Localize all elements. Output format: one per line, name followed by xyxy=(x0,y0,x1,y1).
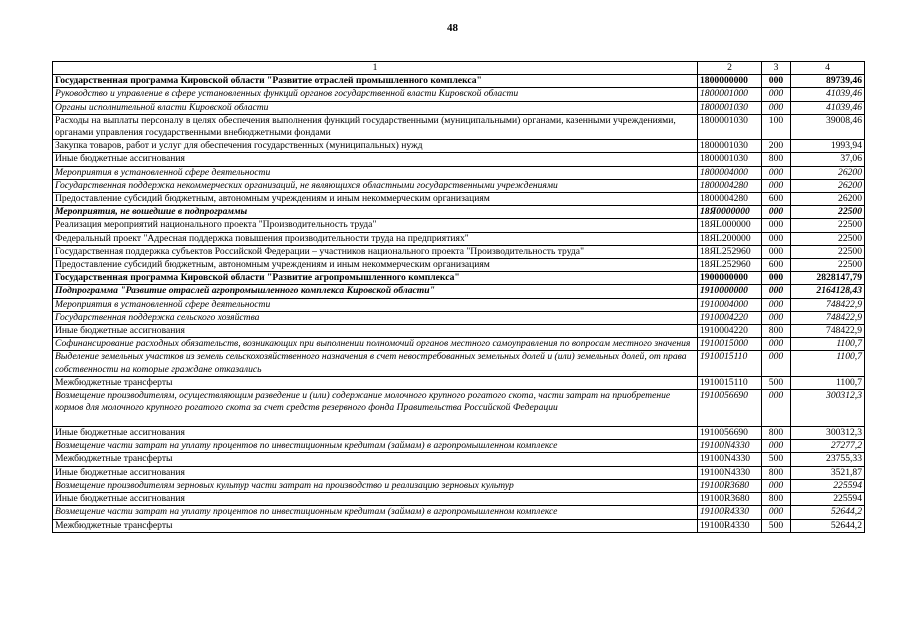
table-row xyxy=(53,376,865,389)
table-row xyxy=(53,232,865,245)
row-description: Возмещение производителям зерновых культур части затрат на производство и реализацию зерновых культур xyxy=(53,479,698,492)
row-expense-type: 000 xyxy=(762,285,791,298)
row-amount: 41039,46 xyxy=(791,88,865,101)
table-row xyxy=(53,179,865,192)
budget-table xyxy=(52,61,865,533)
row-amount: 26200 xyxy=(791,179,865,192)
row-description: Иные бюджетные ассигнования xyxy=(53,153,698,166)
table-row xyxy=(53,114,865,139)
table-row xyxy=(53,519,865,532)
row-expense-type: 000 xyxy=(762,245,791,258)
row-expense-type: 800 xyxy=(762,427,791,440)
row-code: 19100R3680 xyxy=(698,479,762,492)
row-expense-type: 000 xyxy=(762,232,791,245)
table-row xyxy=(53,245,865,258)
row-description: Иные бюджетные ассигнования xyxy=(53,427,698,440)
row-expense-type: 000 xyxy=(762,479,791,492)
row-expense-type: 000 xyxy=(762,101,791,114)
row-code: 1800001030 xyxy=(698,140,762,153)
row-amount: 26200 xyxy=(791,193,865,206)
table-row xyxy=(53,272,865,285)
row-expense-type: 000 xyxy=(762,75,791,88)
table-row xyxy=(53,193,865,206)
table-row xyxy=(53,101,865,114)
table-row xyxy=(53,390,865,427)
row-expense-type: 000 xyxy=(762,506,791,519)
row-amount: 52644,2 xyxy=(791,519,865,532)
row-amount: 39008,46 xyxy=(791,114,865,139)
row-expense-type: 500 xyxy=(762,376,791,389)
row-code: 18ЯL252960 xyxy=(698,259,762,272)
row-code: 1910004000 xyxy=(698,298,762,311)
row-expense-type: 000 xyxy=(762,166,791,179)
row-expense-type: 600 xyxy=(762,193,791,206)
row-amount: 2828147,79 xyxy=(791,272,865,285)
row-amount: 22500 xyxy=(791,245,865,258)
row-amount: 89739,46 xyxy=(791,75,865,88)
table-row xyxy=(53,325,865,338)
row-expense-type: 100 xyxy=(762,114,791,139)
header-col-3: 3 xyxy=(762,62,791,75)
row-description: Возмещение части затрат на уплату процентов по инвестиционным кредитам (займам) в агропромышленном комплексе xyxy=(53,440,698,453)
table-row xyxy=(53,453,865,466)
table-row xyxy=(53,479,865,492)
row-description: Иные бюджетные ассигнования xyxy=(53,466,698,479)
row-code: 1910015110 xyxy=(698,351,762,376)
row-expense-type: 000 xyxy=(762,206,791,219)
row-amount: 2164128,43 xyxy=(791,285,865,298)
row-code: 1800001000 xyxy=(698,88,762,101)
row-amount: 300312,3 xyxy=(791,427,865,440)
header-col-4: 4 xyxy=(791,62,865,75)
table-header-row xyxy=(53,62,865,75)
row-amount: 748422,9 xyxy=(791,298,865,311)
row-expense-type: 000 xyxy=(762,219,791,232)
row-code: 1900000000 xyxy=(698,272,762,285)
row-code: 1800001030 xyxy=(698,101,762,114)
row-expense-type: 500 xyxy=(762,519,791,532)
row-description: Софинансирование расходных обязательств, возникающих при выполнении полномочий органов местного самоуправления по вопросам местного значения xyxy=(53,338,698,351)
row-description: Государственная поддержка субъектов Российской Федерации – участников национального проекта "Производительность труда" xyxy=(53,245,698,258)
row-description: Реализация мероприятий национального проекта "Производительность труда" xyxy=(53,219,698,232)
row-amount: 1100,7 xyxy=(791,376,865,389)
row-code: 18Я0000000 xyxy=(698,206,762,219)
row-description: Межбюджетные трансферты xyxy=(53,453,698,466)
row-code: 19100R4330 xyxy=(698,506,762,519)
row-description: Закупка товаров, работ и услуг для обеспечения государственных (муниципальных) нужд xyxy=(53,140,698,153)
row-code: 19100N4330 xyxy=(698,440,762,453)
table-row xyxy=(53,338,865,351)
row-amount: 1993,94 xyxy=(791,140,865,153)
row-code: 1910056690 xyxy=(698,427,762,440)
row-description: Федеральный проект "Адресная поддержка повышения производительности труда на предприятиях" xyxy=(53,232,698,245)
row-expense-type: 800 xyxy=(762,493,791,506)
row-expense-type: 000 xyxy=(762,88,791,101)
row-expense-type: 000 xyxy=(762,311,791,324)
row-code: 1800000000 xyxy=(698,75,762,88)
table-row xyxy=(53,153,865,166)
row-code: 1910004220 xyxy=(698,311,762,324)
row-description: Мероприятия в установленной сфере деятельности xyxy=(53,166,698,179)
row-amount: 225594 xyxy=(791,493,865,506)
row-description: Предоставление субсидий бюджетным, автономным учреждениям и иным некоммерческим организациям xyxy=(53,259,698,272)
table-row xyxy=(53,166,865,179)
table-row xyxy=(53,298,865,311)
table-row xyxy=(53,493,865,506)
row-amount: 26200 xyxy=(791,166,865,179)
row-code: 1800004280 xyxy=(698,193,762,206)
row-description: Межбюджетные трансферты xyxy=(53,376,698,389)
row-expense-type: 000 xyxy=(762,390,791,427)
row-code: 18ЯL252960 xyxy=(698,245,762,258)
row-amount: 1100,7 xyxy=(791,351,865,376)
row-amount: 22500 xyxy=(791,219,865,232)
row-expense-type: 800 xyxy=(762,466,791,479)
row-description: Расходы на выплаты персоналу в целях обеспечения выполнения функций государственными (муниципальными) органами, казенными учреждениями, органами управления государственными внебюджетными фондами xyxy=(53,114,698,139)
row-amount: 225594 xyxy=(791,479,865,492)
row-code: 19100N4330 xyxy=(698,466,762,479)
row-description: Иные бюджетные ассигнования xyxy=(53,493,698,506)
row-amount: 22500 xyxy=(791,206,865,219)
row-description: Подпрограмма "Развитие отраслей агропромышленного комплекса Кировской области" xyxy=(53,285,698,298)
row-expense-type: 800 xyxy=(762,325,791,338)
row-description: Государственная программа Кировской области "Развитие отраслей промышленного комплекса" xyxy=(53,75,698,88)
table-row xyxy=(53,427,865,440)
row-description: Государственная поддержка сельского хозяйства xyxy=(53,311,698,324)
table-row xyxy=(53,351,865,376)
row-amount: 37,06 xyxy=(791,153,865,166)
row-description: Возмещение части затрат на уплату процентов по инвестиционным кредитам (займам) в агропромышленном комплексе xyxy=(53,506,698,519)
row-amount: 300312,3 xyxy=(791,390,865,427)
row-description: Мероприятия, не вошедшие в подпрограммы xyxy=(53,206,698,219)
row-amount: 23755,33 xyxy=(791,453,865,466)
row-expense-type: 800 xyxy=(762,153,791,166)
row-description: Предоставление субсидий бюджетным, автономным учреждениям и иным некоммерческим организациям xyxy=(53,193,698,206)
row-amount: 27277,2 xyxy=(791,440,865,453)
row-code: 1910004220 xyxy=(698,325,762,338)
row-amount: 22500 xyxy=(791,232,865,245)
row-code: 19100N4330 xyxy=(698,453,762,466)
row-code: 19100R3680 xyxy=(698,493,762,506)
row-expense-type: 200 xyxy=(762,140,791,153)
row-amount: 3521,87 xyxy=(791,466,865,479)
table-row xyxy=(53,466,865,479)
row-expense-type: 000 xyxy=(762,351,791,376)
row-expense-type: 000 xyxy=(762,440,791,453)
table-row xyxy=(53,440,865,453)
row-code: 1910015000 xyxy=(698,338,762,351)
row-amount: 52644,2 xyxy=(791,506,865,519)
row-expense-type: 600 xyxy=(762,259,791,272)
row-description: Руководство и управление в сфере установленных функций органов государственной власти Кировской области xyxy=(53,88,698,101)
table-row xyxy=(53,285,865,298)
table-row xyxy=(53,311,865,324)
table-row xyxy=(53,219,865,232)
row-code: 1800001030 xyxy=(698,114,762,139)
budget-table-body xyxy=(53,62,865,533)
row-code: 18ЯL000000 xyxy=(698,219,762,232)
row-code: 1910015110 xyxy=(698,376,762,389)
row-expense-type: 000 xyxy=(762,298,791,311)
row-description: Мероприятия в установленной сфере деятельности xyxy=(53,298,698,311)
row-code: 1910056690 xyxy=(698,390,762,427)
table-row xyxy=(53,206,865,219)
row-amount: 41039,46 xyxy=(791,101,865,114)
row-code: 1800004280 xyxy=(698,179,762,192)
row-amount: 1100,7 xyxy=(791,338,865,351)
row-description: Государственная программа Кировской области "Развитие агропромышленного комплекса" xyxy=(53,272,698,285)
table-row xyxy=(53,259,865,272)
row-description: Государственная поддержка некоммерческих организаций, не являющихся областными государственными учреждениями xyxy=(53,179,698,192)
table-row xyxy=(53,88,865,101)
row-description: Органы исполнительной власти Кировской области xyxy=(53,101,698,114)
page-number: 48 xyxy=(447,22,458,34)
row-code: 19100R4330 xyxy=(698,519,762,532)
row-expense-type: 000 xyxy=(762,272,791,285)
row-expense-type: 500 xyxy=(762,453,791,466)
row-code: 18ЯL200000 xyxy=(698,232,762,245)
row-description: Возмещение производителям, осуществляющим разведение и (или) содержание молочного крупного рогатого скота, части затрат на приобретение кормов для молочного крупного рогатого скота за счет средств резервного фонда Правительства Российской Федерации xyxy=(53,390,698,427)
row-code: 1910000000 xyxy=(698,285,762,298)
row-amount: 748422,9 xyxy=(791,325,865,338)
table-row xyxy=(53,140,865,153)
row-code: 1800001030 xyxy=(698,153,762,166)
row-expense-type: 000 xyxy=(762,179,791,192)
header-col-2: 2 xyxy=(698,62,762,75)
row-expense-type: 000 xyxy=(762,338,791,351)
table-row xyxy=(53,506,865,519)
row-code: 1800004000 xyxy=(698,166,762,179)
header-col-1: 1 xyxy=(53,62,698,75)
row-description: Иные бюджетные ассигнования xyxy=(53,325,698,338)
row-description: Выделение земельных участков из земель сельскохозяйственного назначения в счет невостребованных земельных долей и (или) земельных долей, от права собственности на которые граждане отказались xyxy=(53,351,698,376)
row-amount: 22500 xyxy=(791,259,865,272)
table-row xyxy=(53,75,865,88)
row-description: Межбюджетные трансферты xyxy=(53,519,698,532)
row-amount: 748422,9 xyxy=(791,311,865,324)
